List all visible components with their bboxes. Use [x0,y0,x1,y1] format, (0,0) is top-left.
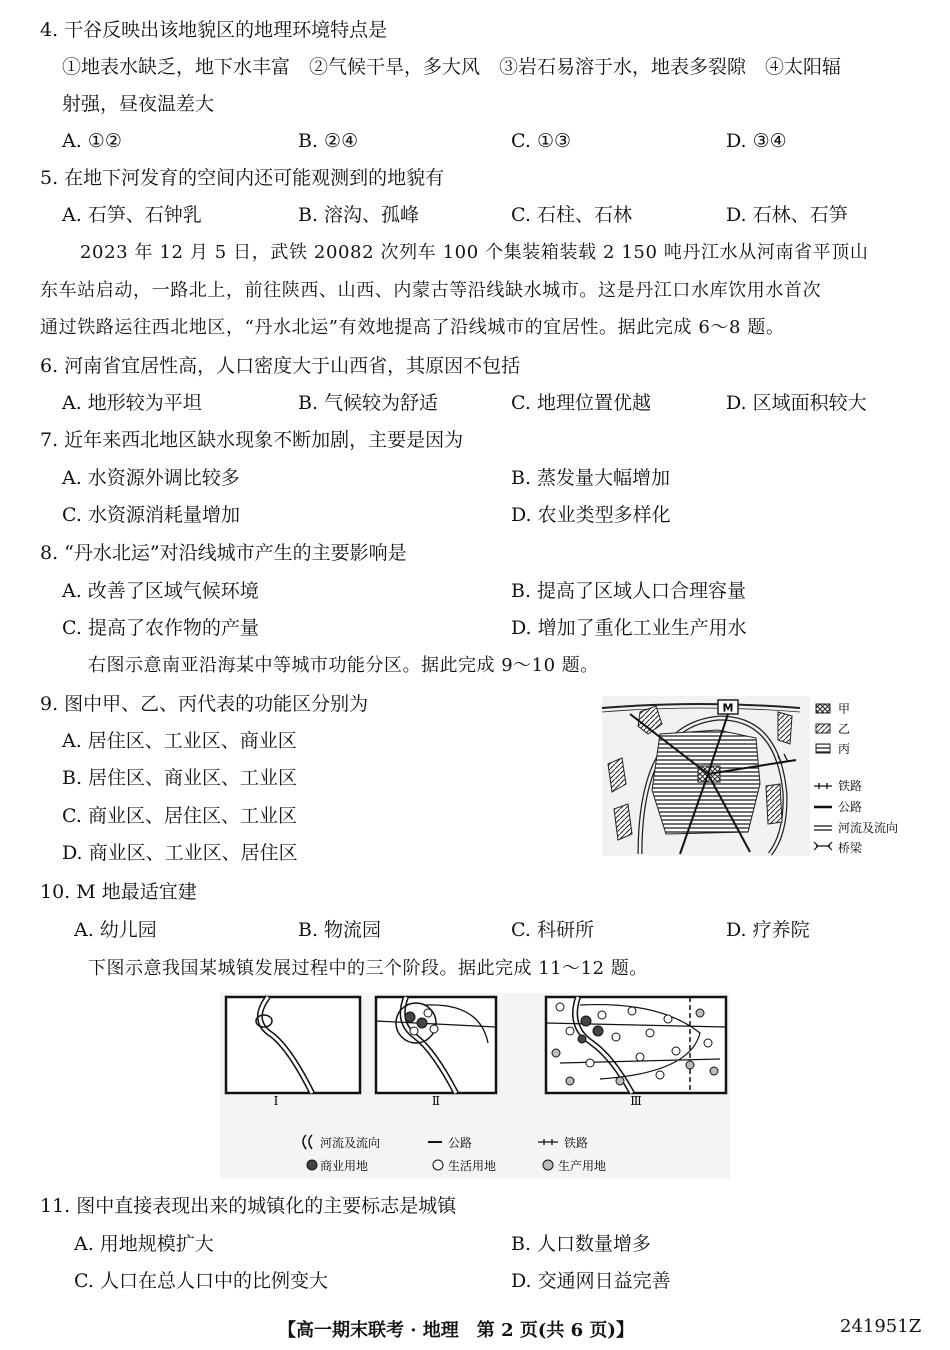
legend-commercial: 商业用地 [320,1159,369,1173]
paper-code: 241951Z [840,1316,922,1337]
q4-option-c: C. ①③ [511,130,572,152]
q10-option-c: C. 科研所 [511,919,594,941]
q11-option-c: C. 人口在总人口中的比例变大 [74,1270,328,1292]
passage1-line3: 通过铁路运往西北地区，“丹水北运”有效地提高了沿线城市的宜居性。据此完成 6～8 题。 [40,317,785,338]
legend-bridge-symbol [814,842,832,850]
q6-option-d: D. 区域面积较大 [726,392,867,414]
legend-road: 公路 [838,800,863,814]
q10-stem: 10. M 地最适宜建 [40,881,197,903]
q10-option-b: B. 物流园 [298,919,382,941]
passage1-line2: 东车站启动，一路北上，前往陕西、山西、内蒙古等沿线缺水城市。这是丹江口水库饮用水首次 [40,280,822,301]
q7-option-c: C. 水资源消耗量增加 [62,504,240,526]
legend-road-2: 公路 [448,1136,473,1150]
q7-option-d: D. 农业类型多样化 [511,504,671,526]
city-zoning-map [600,694,920,862]
q6-option-c: C. 地理位置优越 [511,392,651,414]
stage-label-1: Ⅰ [273,1094,279,1108]
q9-option-a: A. 居住区、工业区、商业区 [62,730,297,752]
q4-option-a: A. ①② [62,130,122,152]
q11-stem: 11. 图中直接表现出来的城镇化的主要标志是城镇 [40,1195,457,1217]
q11-option-d: D. 交通网日益完善 [511,1270,671,1292]
q9-stem: 9. 图中甲、乙、丙代表的功能区分别为 [40,693,369,715]
legend-production-symbol [543,1160,553,1170]
q6-option-b: B. 气候较为舒适 [298,392,439,414]
legend-yi: 乙 [838,722,851,736]
q8-option-b: B. 提高了区域人口合理容量 [511,580,747,602]
passage1-line1: 2023 年 12 月 5 日，武铁 20082 次列车 100 个集装箱装载 2 150 吨丹江水从河南省平顶山 [80,242,869,263]
q10-option-a: A. 幼儿园 [74,919,157,941]
legend-river: 河流及流向 [838,821,899,835]
q6-stem: 6. 河南省宜居性高，人口密度大于山西省，其原因不包括 [40,355,521,377]
q11-option-a: A. 用地规模扩大 [74,1233,214,1255]
stage-label-2: Ⅱ [431,1094,441,1108]
passage2: 右图示意南亚沿海某中等城市功能分区。据此完成 9～10 题。 [88,655,599,676]
m-site-label: M [722,701,734,715]
legend-railway: 铁路 [838,779,863,793]
legend-jia: 甲 [838,702,851,716]
q4-option-b: B. ②④ [298,130,359,152]
q7-stem: 7. 近年来西北地区缺水现象不断加剧，主要是因为 [40,429,464,451]
legend-railway-2: 铁路 [564,1136,589,1150]
passage3: 下图示意我国某城镇发展过程中的三个阶段。据此完成 11～12 题。 [88,958,648,979]
q6-option-a: A. 地形较为平坦 [62,392,202,414]
legend-residential-symbol [433,1160,443,1170]
legend-production: 生产用地 [558,1159,607,1173]
q9-option-c: C. 商业区、居住区、工业区 [62,805,297,827]
legend-residential: 生活用地 [448,1159,497,1173]
legend-river-flow: 河流及流向 [320,1136,381,1150]
q8-stem: 8. “丹水北运”对沿线城市产生的主要影响是 [40,542,407,564]
q4-items-line1: ①地表水缺乏，地下水丰富 ②气候干旱，多大风 ③岩石易溶于水，地表多裂隙 ④太阳辐 [62,56,842,78]
legend-bing-swatch [816,744,830,753]
stage-label-3: Ⅲ [630,1094,642,1108]
q4-option-d: D. ③④ [726,130,787,152]
legend-railway-symbol [814,783,832,789]
q7-option-a: A. 水资源外调比较多 [62,467,240,489]
legend-jia-swatch [816,704,830,713]
q11-option-b: B. 人口数量增多 [511,1233,652,1255]
q8-option-c: C. 提高了农作物的产量 [62,617,259,639]
q5-option-d: D. 石林、石笋 [726,204,848,226]
town-stages-figure [220,993,730,1179]
q10-option-d: D. 疗养院 [726,919,810,941]
q9-option-b: B. 居住区、商业区、工业区 [62,767,298,789]
q4-stem: 4. 干谷反映出该地貌区的地理环境特点是 [40,19,388,41]
q4-items-line2: 射强，昼夜温差大 [62,93,215,115]
legend-commercial-symbol [307,1160,317,1170]
legend-bing: 丙 [838,742,851,756]
q9-option-d: D. 商业区、工业区、居住区 [62,842,298,864]
q8-option-d: D. 增加了重化工业生产用水 [511,617,747,639]
q5-option-c: C. 石柱、石林 [511,204,632,226]
q5-option-a: A. 石笋、石钟乳 [62,204,202,226]
legend-bridge: 桥梁 [838,841,863,855]
legend-yi-swatch [816,724,830,733]
q7-option-b: B. 蒸发量大幅增加 [511,467,671,489]
q5-stem: 5. 在地下河发育的空间内还可能观测到的地貌有 [40,167,445,189]
q8-option-a: A. 改善了区域气候环境 [62,580,259,602]
q5-option-b: B. 溶沟、孤峰 [298,204,420,226]
page-footer: 【高一期末联考 · 地理 第 2 页(共 6 页)】 [278,1320,634,1341]
legend-river-symbol [814,826,832,830]
